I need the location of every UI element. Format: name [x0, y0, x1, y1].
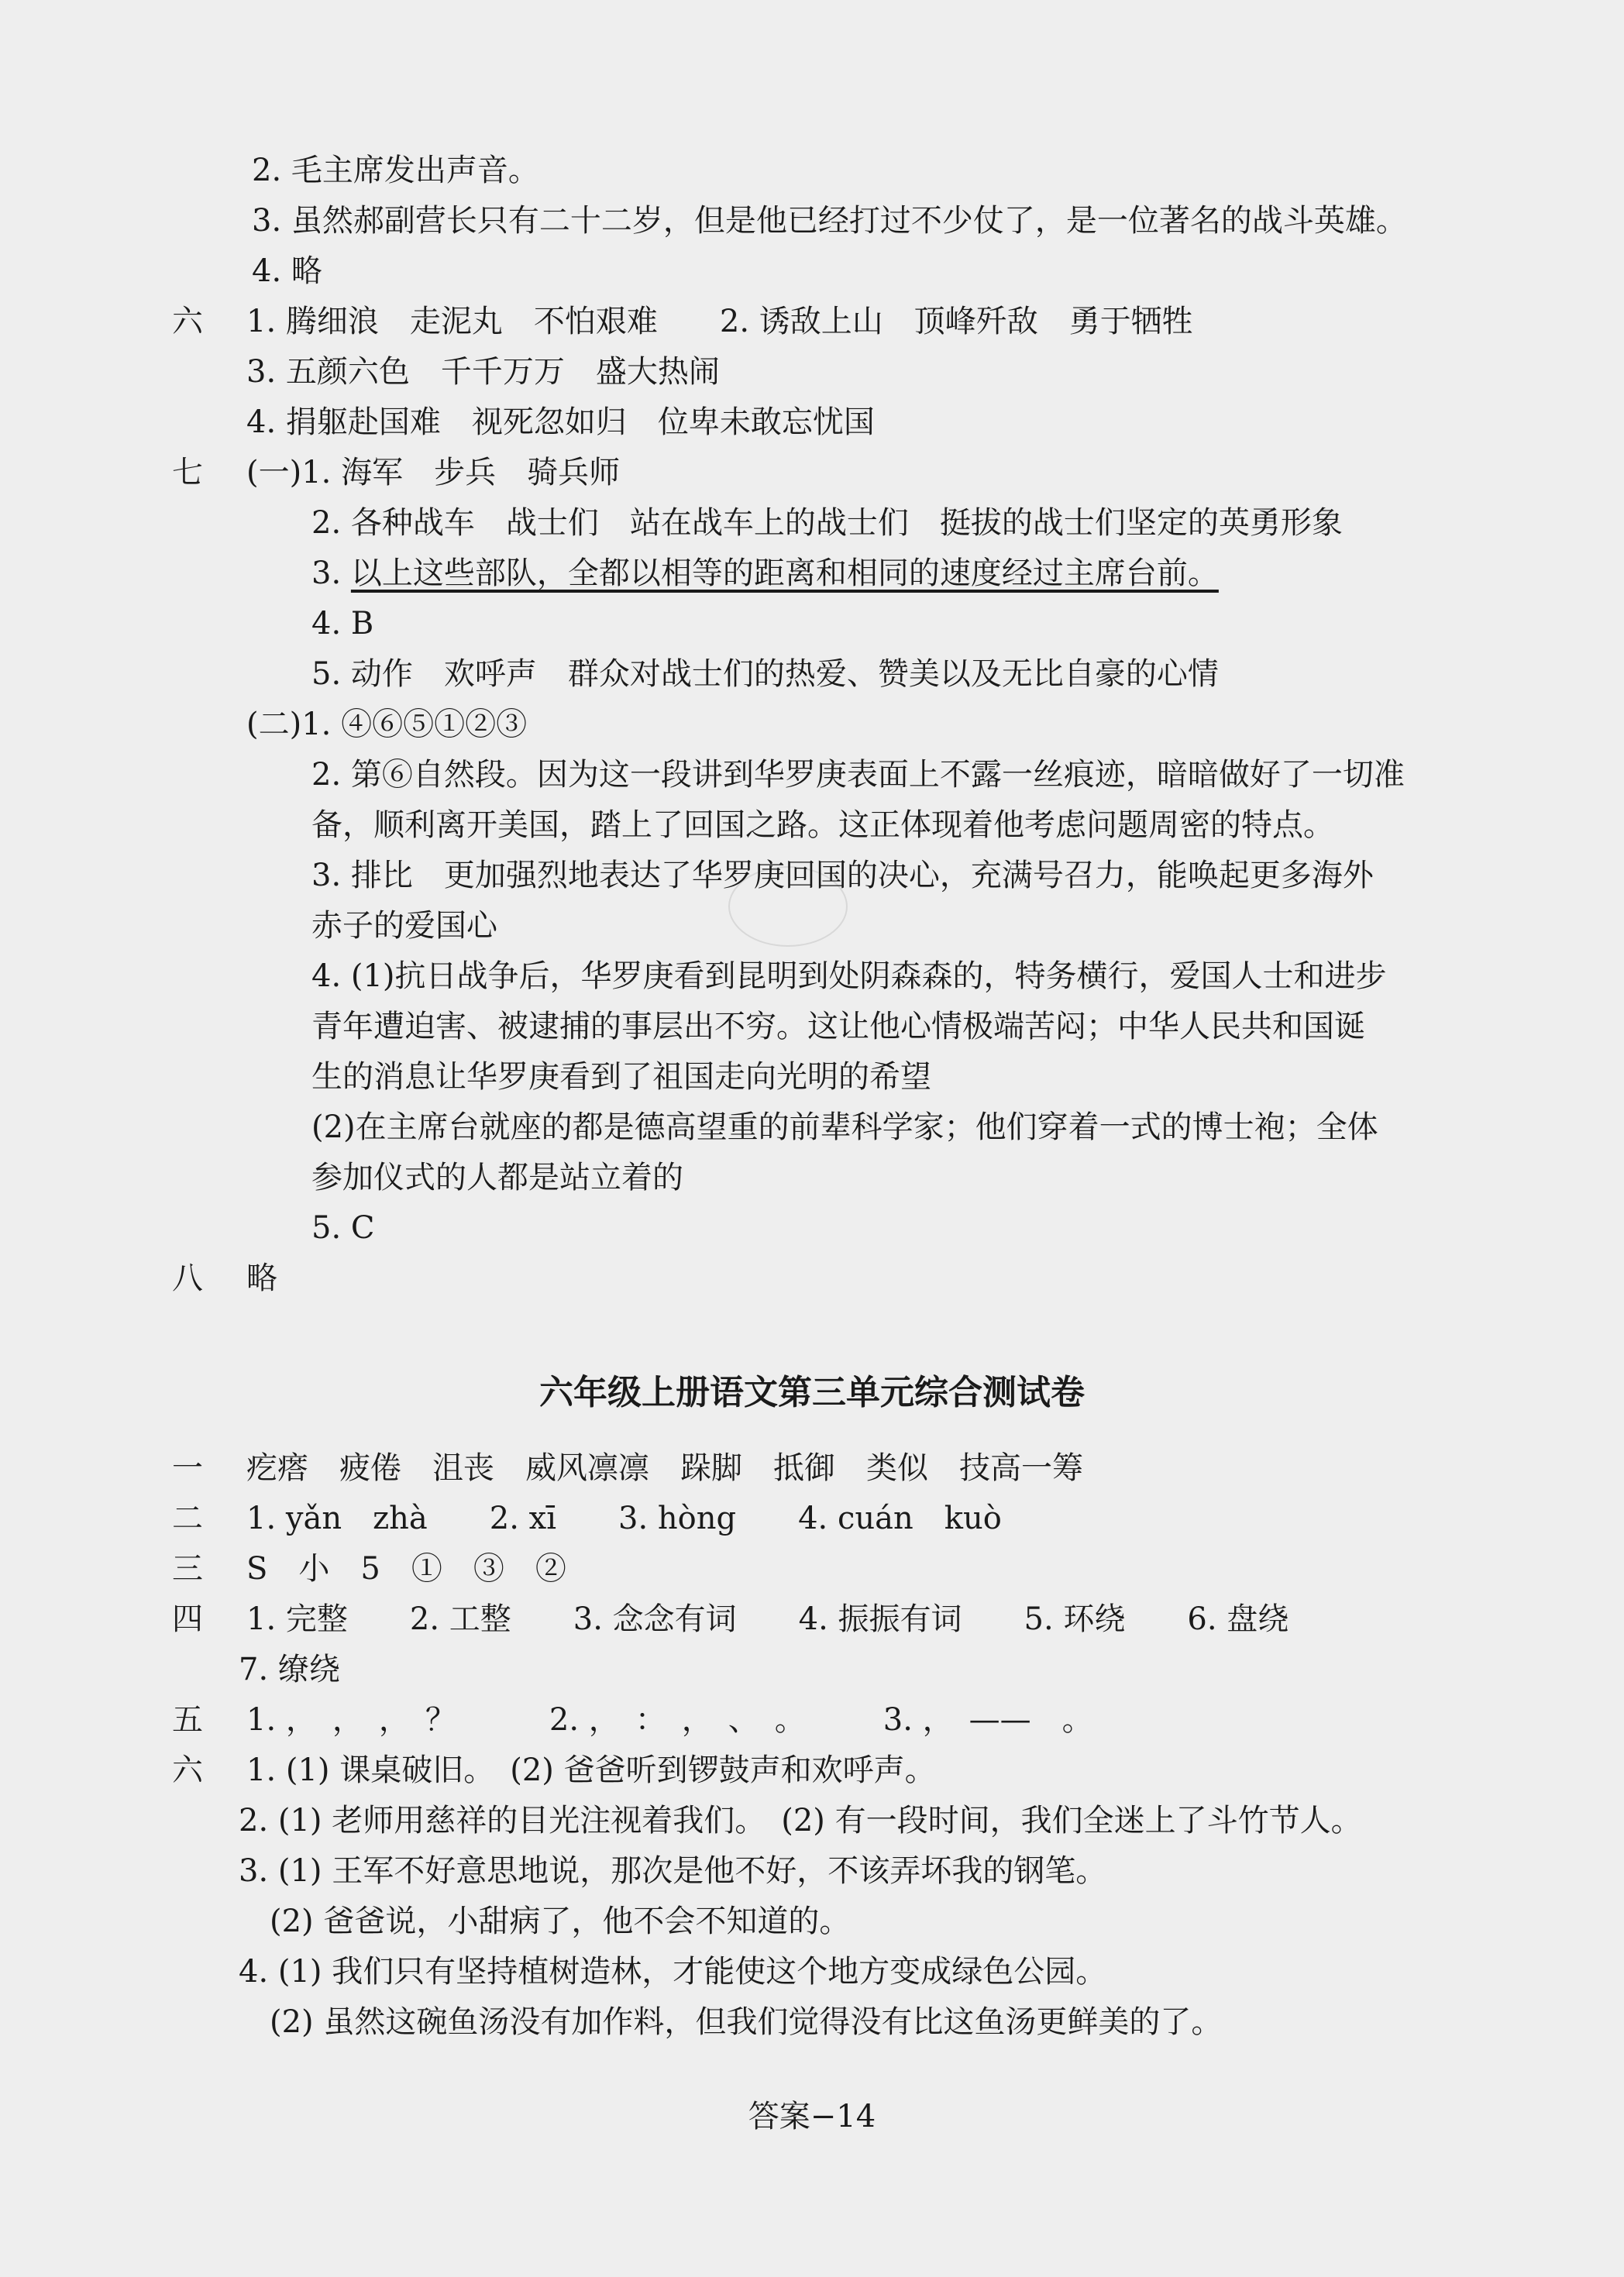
section-marker: 八 [172, 1261, 203, 1296]
answer-text: 4. 捐躯赴国难 视死忽如归 位卑未敢忘忧国 [246, 404, 875, 440]
answer-text: 5. 动作 欢呼声 群众对战士们的热爱、赞美以及无比自豪的心情 [311, 656, 1219, 692]
answer-text: 1. ， ， ， ？ 2. ， ： ， 、 。 3. ， —— 。 [246, 1702, 1093, 1738]
answer-text: 备，顺利离开美国，踏上了回国之路。这正体现着他考虑问题周密的特点。 [311, 807, 1334, 843]
answer-text: 4. 略 [252, 253, 322, 289]
underlined-answer: 以上这些部队，全都以相等的距离和相同的速度经过主席台前。 [350, 555, 1219, 591]
answer-text: 3. 排比 更加强烈地表达了华罗庚回国的决心，充满号召力，能唤起更多海外 [311, 858, 1374, 893]
answer-text: 1. yǎn zhà 2. xī 3. hòng 4. cuán kuò [246, 1501, 1002, 1536]
answer-text: 生的消息让华罗庚看到了祖国走向光明的希望 [311, 1059, 931, 1095]
answer-text: 4. (1) 我们只有坚持植树造林，才能使这个地方变成绿色公园。 [239, 1954, 1107, 1990]
section-marker: 六 [172, 1752, 203, 1788]
answer-text: 4. (1)抗日战争后，华罗庚看到昆明到处阴森森的，特务横行，爱国人士和进步 [311, 958, 1387, 994]
answer-text: 参加仪式的人都是站立着的 [311, 1160, 683, 1195]
answer-text: (一)1. 海军 步兵 骑兵师 [246, 455, 621, 490]
answer-text: 1. 腾细浪 走泥丸 不怕艰难 2. 诱敌上山 顶峰歼敌 勇于牺牲 [246, 304, 1193, 339]
answer-text: 3. 以上这些部队，全都以相等的距离和相同的速度经过主席台前。 [311, 555, 1219, 591]
answer-text: 1. 完整 2. 工整 3. 念念有词 4. 振振有词 5. 环绕 6. 盘绕 [246, 1601, 1289, 1637]
answer-text: 3. (1) 王军不好意思地说，那次是他不好，不该弄坏我的钢笔。 [239, 1853, 1107, 1889]
answer-text: S 小 5 ① ③ ② [246, 1551, 566, 1587]
answer-text: 4. B [311, 606, 374, 641]
section-marker: 一 [172, 1450, 203, 1486]
section-marker: 五 [172, 1702, 203, 1738]
answer-text: (2) 虽然这碗鱼汤没有加作料，但我们觉得没有比这鱼汤更鲜美的了。 [270, 2004, 1223, 2040]
answer-text: 青年遭迫害、被逮捕的事层出不穷。这让他心情极端苦闷；中华人民共和国诞 [311, 1009, 1365, 1044]
answer-text: 2. 毛主席发出声音。 [252, 153, 539, 188]
answer-text: 3. 虽然郝副营长只有二十二岁，但是他已经打过不少仗了，是一位著名的战斗英雄。 [252, 203, 1407, 239]
answer-text: (2)在主席台就座的都是德高望重的前辈科学家；他们穿着一式的博士袍；全体 [311, 1109, 1378, 1145]
answer-text: (二)1. ④⑥⑤①②③ [246, 707, 528, 742]
section-marker: 四 [172, 1601, 203, 1637]
answer-text: 1. (1) 课桌破旧。 (2) 爸爸听到锣鼓声和欢呼声。 [246, 1752, 936, 1788]
answer-text: 2. 各种战车 战士们 站在战车上的战士们 挺拔的战士们坚定的英勇形象 [311, 505, 1343, 541]
section-marker: 六 [172, 304, 203, 339]
answer-text: 5. C [311, 1210, 375, 1246]
section-marker: 七 [172, 455, 203, 490]
section-title: 六年级上册语文第三单元综合测试卷 [539, 1373, 1085, 1412]
answer-text: 3. 五颜六色 千千万万 盛大热闹 [246, 354, 720, 390]
answer-text: 略 [246, 1261, 277, 1296]
answer-text: 疙瘩 疲倦 沮丧 威风凛凛 跺脚 抵御 类似 技高一筹 [246, 1450, 1083, 1486]
answer-text: 2. (1) 老师用慈祥的目光注视着我们。 (2) 有一段时间，我们全迷上了斗竹节人。 [239, 1803, 1362, 1838]
answer-text: (2) 爸爸说，小甜病了，他不会不知道的。 [270, 1904, 851, 1939]
answer-text: 赤子的爱国心 [311, 908, 497, 944]
page-number: 答案−14 [748, 2099, 876, 2134]
answer-text: 7. 缭绕 [239, 1652, 340, 1687]
section-marker: 二 [172, 1501, 203, 1536]
section-marker: 三 [172, 1551, 203, 1587]
answer-text: 2. 第⑥自然段。因为这一段讲到华罗庚表面上不露一丝痕迹，暗暗做好了一切准 [311, 757, 1405, 793]
